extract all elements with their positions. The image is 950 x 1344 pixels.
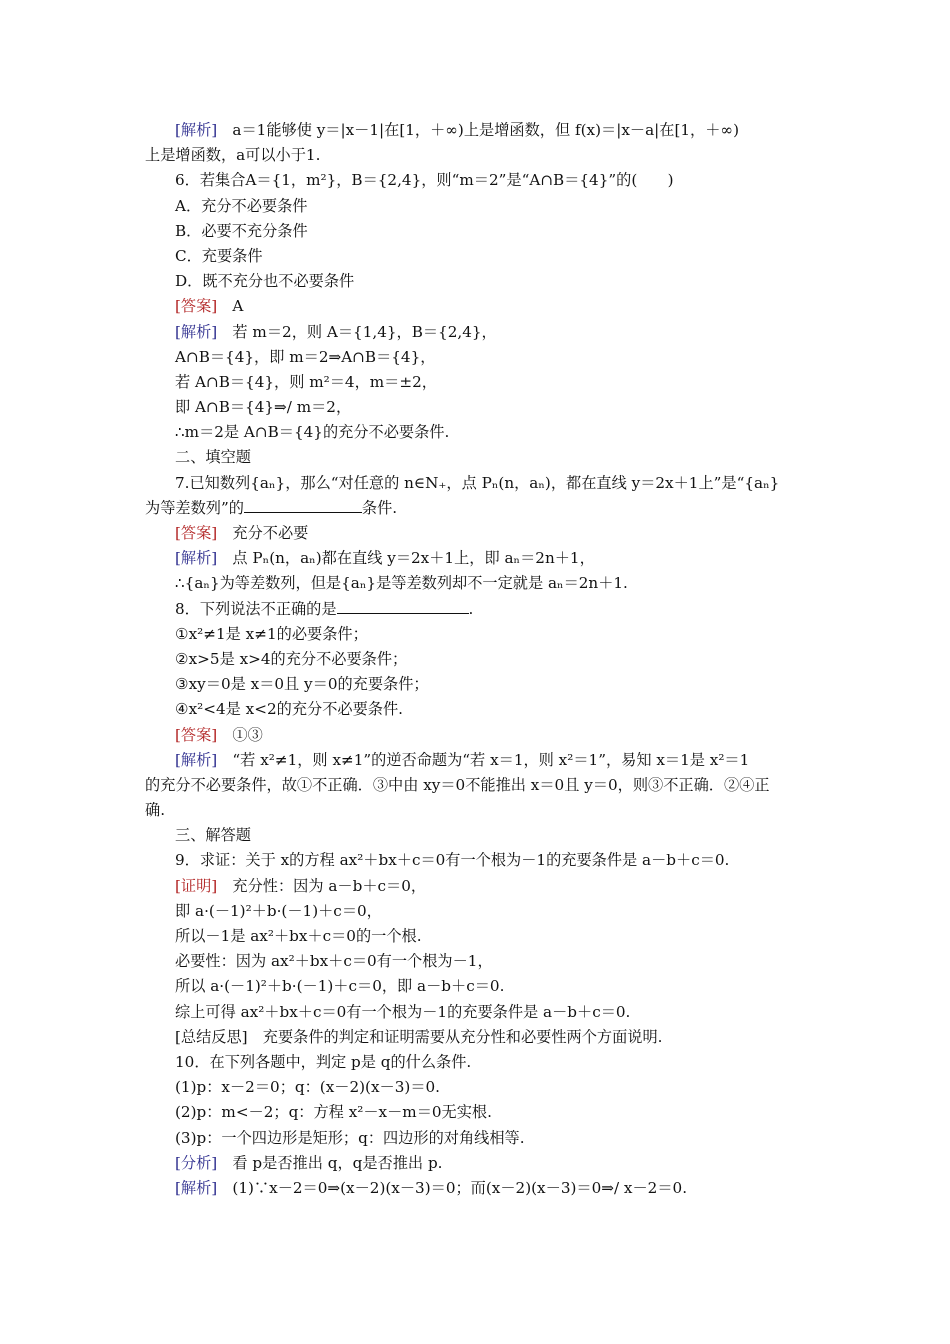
- text-line: [145, 672, 810, 697]
- line-text: 若 m＝2，则 A＝{1,4}，B＝{2,4}，: [217, 322, 497, 341]
- text-line: [145, 647, 810, 672]
- line-text: (1)p：x－2＝0；q：(x－2)(x－3)＝0.: [175, 1078, 440, 1097]
- line-text: 点 Pₙ(n，aₙ)都在直线 y＝2x＋1上，即 aₙ＝2n＋1，: [217, 549, 595, 568]
- text-line: [145, 445, 810, 470]
- line-text: ①x²≠1是 x≠1的必要条件；: [175, 624, 368, 643]
- line-text: C．充要条件: [175, 246, 263, 265]
- section-tag: [解析]: [175, 322, 218, 341]
- text-line: [145, 723, 810, 748]
- text-line: [145, 1025, 810, 1050]
- text-line: [145, 823, 810, 848]
- text-line: [145, 1000, 810, 1025]
- line-text: 为等差数列”的: [145, 498, 244, 517]
- line-text: 所以－1是 ax²＋bx＋c＝0的一个根.: [175, 927, 422, 945]
- line-text: 7.已知数列{aₙ}，那么“对任意的 n∈N₊，点 Pₙ(n，aₙ)，都在直线 y＝2x＋1上”是“{aₙ}: [175, 473, 780, 492]
- line-text: (2)p：m<－2；q：方程 x²－x－m＝0无实根.: [175, 1103, 492, 1122]
- line-text: 充分不必要: [217, 524, 309, 542]
- text-line: [145, 370, 810, 395]
- text-line: [145, 118, 810, 143]
- text-line: [145, 949, 810, 974]
- section-tag: [答案]: [175, 725, 218, 744]
- text-line: [145, 773, 810, 798]
- text-line: [145, 294, 810, 319]
- line-text: ②x>5是 x>4的充分不必要条件；: [175, 649, 408, 668]
- text-line: [145, 471, 810, 496]
- line-text: 9．求证：关于 x的方程 ax²＋bx＋c＝0有一个根为－1的充要条件是 a－b＋c＝0.: [175, 851, 730, 870]
- section-tag: [解析]: [175, 121, 218, 139]
- text-line: [145, 1126, 810, 1151]
- line-text: 必要性：因为 ax²＋bx＋c＝0有一个根为－1，: [175, 952, 493, 971]
- fill-in-blank: [337, 599, 469, 614]
- line-text: 所以 a·(－1)²＋b·(－1)＋c＝0，即 a－b＋c＝0.: [175, 977, 505, 996]
- line-text: [总结反思] 充要条件的判定和证明需要从充分性和必要性两个方面说明.: [175, 1027, 663, 1046]
- text-line: [145, 168, 810, 193]
- text-line: [145, 395, 810, 420]
- line-text: A: [217, 297, 244, 316]
- text-line: [145, 320, 810, 345]
- line-text-after-blank: 条件.: [361, 498, 398, 517]
- line-text: 二、填空题: [175, 448, 251, 467]
- section-tag: [答案]: [175, 297, 218, 316]
- line-text: 综上可得 ax²＋bx＋c＝0有一个根为－1的充要条件是 a－b＋c＝0.: [175, 1002, 631, 1021]
- section-tag: [答案]: [175, 524, 218, 542]
- text-line: [145, 899, 810, 924]
- text-line: [145, 244, 810, 269]
- line-text: ①③: [217, 725, 263, 744]
- line-text: 10．在下列各题中，判定 p是 q的什么条件.: [175, 1052, 472, 1071]
- line-text: 即 A∩B＝{4}⇒/ m＝2，: [175, 398, 352, 417]
- section-tag: [解析]: [175, 549, 218, 568]
- text-line: [145, 1176, 810, 1201]
- line-text: ∴m＝2是 A∩B＝{4}的充分不必要条件.: [175, 423, 450, 442]
- text-line: [145, 1100, 810, 1125]
- section-tag: [证明]: [175, 876, 218, 895]
- line-text: D．既不充分也不必要条件: [175, 272, 355, 291]
- text-line: [145, 143, 810, 168]
- text-line: [145, 1050, 810, 1075]
- line-text: (3)p：一个四边形是矩形；q：四边形的对角线相等.: [175, 1128, 525, 1147]
- line-text: 6．若集合A＝{1，m²}，B＝{2,4}，则“m＝2”是“A∩B＝{4}”的( ): [175, 171, 674, 190]
- line-text: a＝1能够使 y＝|x－1|在[1，＋∞)上是增函数，但 f(x)＝|x－a|在[1，＋∞): [217, 121, 739, 139]
- text-line: [145, 219, 810, 244]
- text-line: [145, 420, 810, 445]
- text-line: [145, 345, 810, 370]
- line-text: ∴{aₙ}为等差数列，但是{aₙ}是等差数列却不一定就是 aₙ＝2n＋1.: [175, 574, 628, 593]
- line-text: A．充分不必要条件: [175, 196, 308, 215]
- line-text: ④x²<4是 x<2的充分不必要条件.: [175, 700, 403, 719]
- text-line: [145, 1075, 810, 1100]
- text-line: [145, 874, 810, 899]
- section-tag: [解析]: [175, 750, 218, 769]
- text-line: [145, 622, 810, 647]
- text-line: [145, 798, 810, 823]
- text-line: [145, 748, 810, 773]
- text-line: [145, 194, 810, 219]
- line-text: ③xy＝0是 x＝0且 y＝0的充要条件；: [175, 675, 429, 694]
- section-tag: [解析]: [175, 1178, 218, 1197]
- line-text: “若 x²≠1，则 x≠1”的逆否命题为“若 x＝1，则 x²＝1”，易知 x＝1是 x²＝1: [217, 750, 750, 769]
- line-text: 的充分不必要条件，故①不正确．③中由 xy＝0不能推出 x＝0且 y＝0，则③不正确．②④正: [145, 775, 770, 794]
- text-line: [145, 546, 810, 571]
- text-line: [145, 269, 810, 294]
- line-text: 即 a·(－1)²＋b·(－1)＋c＝0，: [175, 901, 382, 920]
- text-line: [145, 571, 810, 596]
- text-line: [145, 924, 810, 949]
- line-text-after-blank: .: [468, 599, 474, 618]
- fill-in-blank: [244, 498, 362, 513]
- line-text: 充分性：因为 a－b＋c＝0，: [217, 876, 427, 895]
- text-line: [145, 496, 810, 521]
- line-text: B．必要不充分条件: [175, 221, 308, 240]
- line-text: 看 p是否推出 q，q是否推出 p.: [217, 1153, 443, 1172]
- line-text: 确.: [145, 801, 166, 820]
- line-text: A∩B＝{4}，即 m＝2⇒A∩B＝{4}，: [175, 347, 436, 366]
- line-text: 上是增函数，a可以小于1.: [145, 146, 321, 165]
- document-body: [145, 118, 810, 1201]
- line-text: 8．下列说法不正确的是: [175, 599, 337, 618]
- line-text: (1)∵x－2＝0⇒(x－2)(x－3)＝0；而(x－2)(x－3)＝0⇒/ x－2＝0.: [217, 1178, 688, 1197]
- text-line: [145, 697, 810, 722]
- text-line: [145, 848, 810, 873]
- text-line: [145, 1151, 810, 1176]
- text-line: [145, 974, 810, 999]
- section-tag: [分析]: [175, 1153, 218, 1172]
- line-text: 若 A∩B＝{4}，则 m²＝4，m＝±2，: [175, 372, 437, 391]
- text-line: [145, 521, 810, 546]
- line-text: 三、解答题: [175, 826, 251, 845]
- text-line: [145, 597, 810, 622]
